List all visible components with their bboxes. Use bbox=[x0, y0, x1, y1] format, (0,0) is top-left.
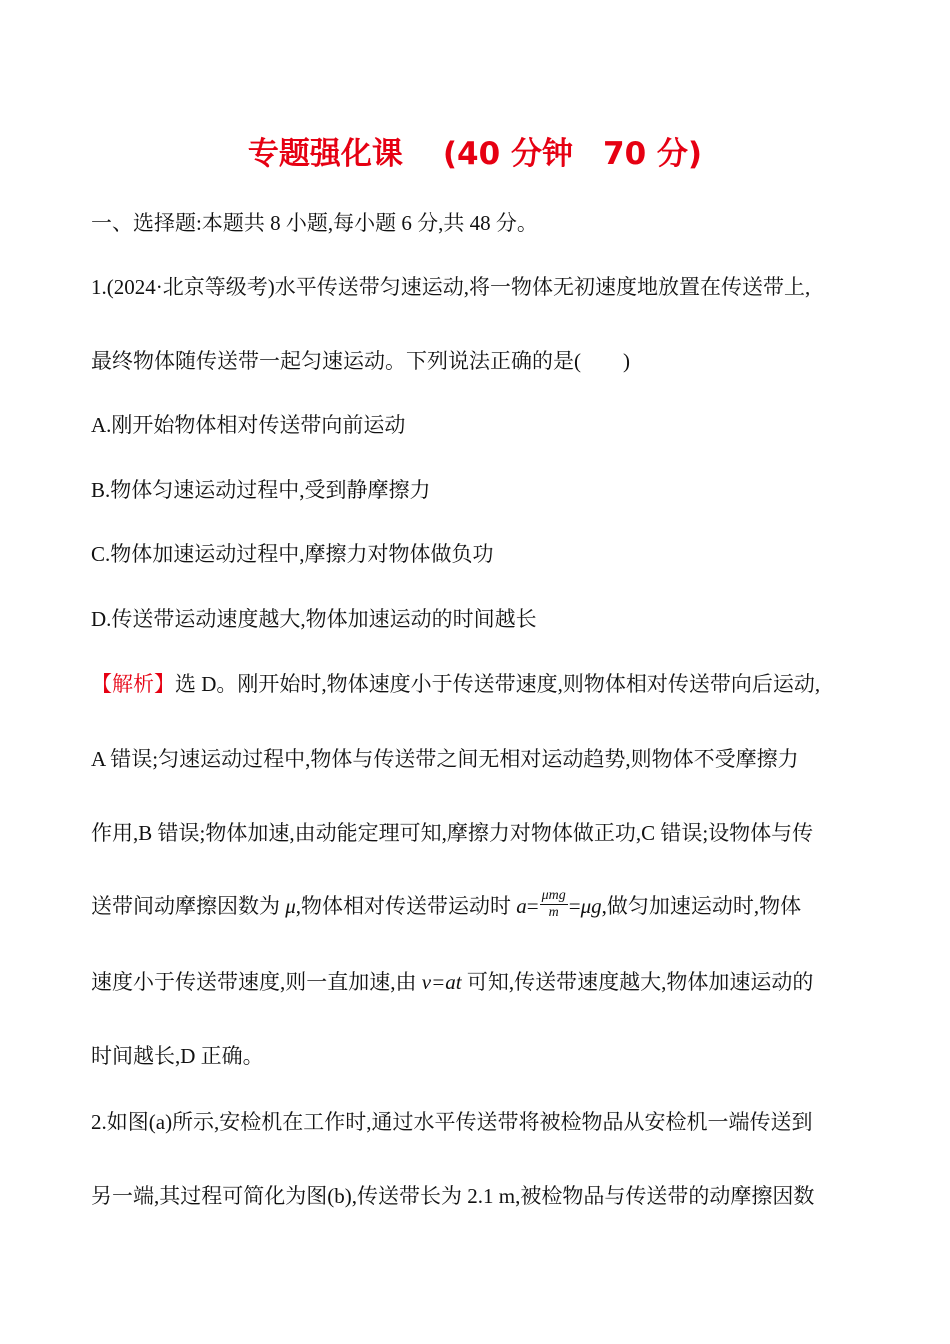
fraction-denominator: m bbox=[548, 904, 559, 920]
mu-g: μg bbox=[580, 894, 602, 918]
accel-var: a bbox=[516, 894, 527, 918]
q2-stem-line-1: 2.如图(a)所示,安检机在工作时,通过水平传送带将被检物品从安检机一端传送到 bbox=[91, 1110, 813, 1134]
q1-analysis-line-2: A 错误;匀速运动过程中,物体与传送带之间无相对运动趋势,则物体不受摩擦力 bbox=[91, 747, 799, 771]
q1-analysis-line-6: 时间越长,D 正确。 bbox=[91, 1044, 264, 1068]
analysis-text-5b: 可知,传送带速度越大,物体加速运动的 bbox=[461, 970, 814, 994]
title-time: (40 分钟 bbox=[442, 136, 573, 172]
q1-analysis-line-3: 作用,B 错误;物体加速,由动能定理可知,摩擦力对物体做正功,C 错误;设物体与传 bbox=[91, 821, 814, 845]
analysis-text-4a: 送带间动摩擦因数为 bbox=[91, 894, 286, 918]
q1-option-d: D.传送带运动速度越大,物体加速运动的时间越长 bbox=[91, 607, 537, 631]
analysis-text-5a: 速度小于传送带速度,则一直加速,由 bbox=[91, 970, 422, 994]
mu-symbol: μ bbox=[285, 894, 296, 918]
analysis-tag: 【解析】 bbox=[91, 672, 175, 696]
q1-option-b: B.物体匀速运动过程中,受到静摩擦力 bbox=[91, 478, 431, 502]
q1-option-c: C.物体加速运动过程中,摩擦力对物体做负功 bbox=[91, 542, 494, 566]
formula-vat: v=at bbox=[421, 970, 462, 994]
title-main: 专题强化课 bbox=[247, 136, 403, 172]
q1-stem-line-2: 最终物体随传送带一起匀速运动。下列说法正确的是( ) bbox=[91, 349, 630, 373]
q1-analysis-line-1 bbox=[91, 669, 820, 699]
q1-analysis-line-5 bbox=[91, 967, 813, 997]
analysis-text-4b: ,物体相对传送带运动时 bbox=[295, 894, 517, 918]
q1-option-a: A.刚开始物体相对传送带向前运动 bbox=[91, 413, 406, 437]
title-score: 70 分) bbox=[603, 136, 703, 172]
page-title bbox=[0, 128, 950, 173]
fraction bbox=[540, 888, 568, 921]
equals-sign: = bbox=[526, 894, 539, 918]
fraction-numerator: μmg bbox=[541, 887, 566, 903]
analysis-text-4c: ,做匀加速运动时,物体 bbox=[601, 894, 802, 918]
q1-stem-line-1: 1.(2024·北京等级考)水平传送带匀速运动,将一物体无初速度地放置在传送带上, bbox=[91, 275, 811, 299]
q2-stem-line-2: 另一端,其过程可简化为图(b),传送带长为 2.1 m,被检物品与传送带的动摩擦因数 bbox=[91, 1184, 815, 1208]
section-heading: 一、选择题:本题共 8 小题,每小题 6 分,共 48 分。 bbox=[91, 211, 538, 235]
analysis-text-1: 选 D。刚开始时,物体速度小于传送带速度,则物体相对传送带向后运动, bbox=[175, 672, 821, 696]
q1-analysis-line-4 bbox=[91, 887, 802, 925]
equals-sign-2: = bbox=[568, 894, 581, 918]
